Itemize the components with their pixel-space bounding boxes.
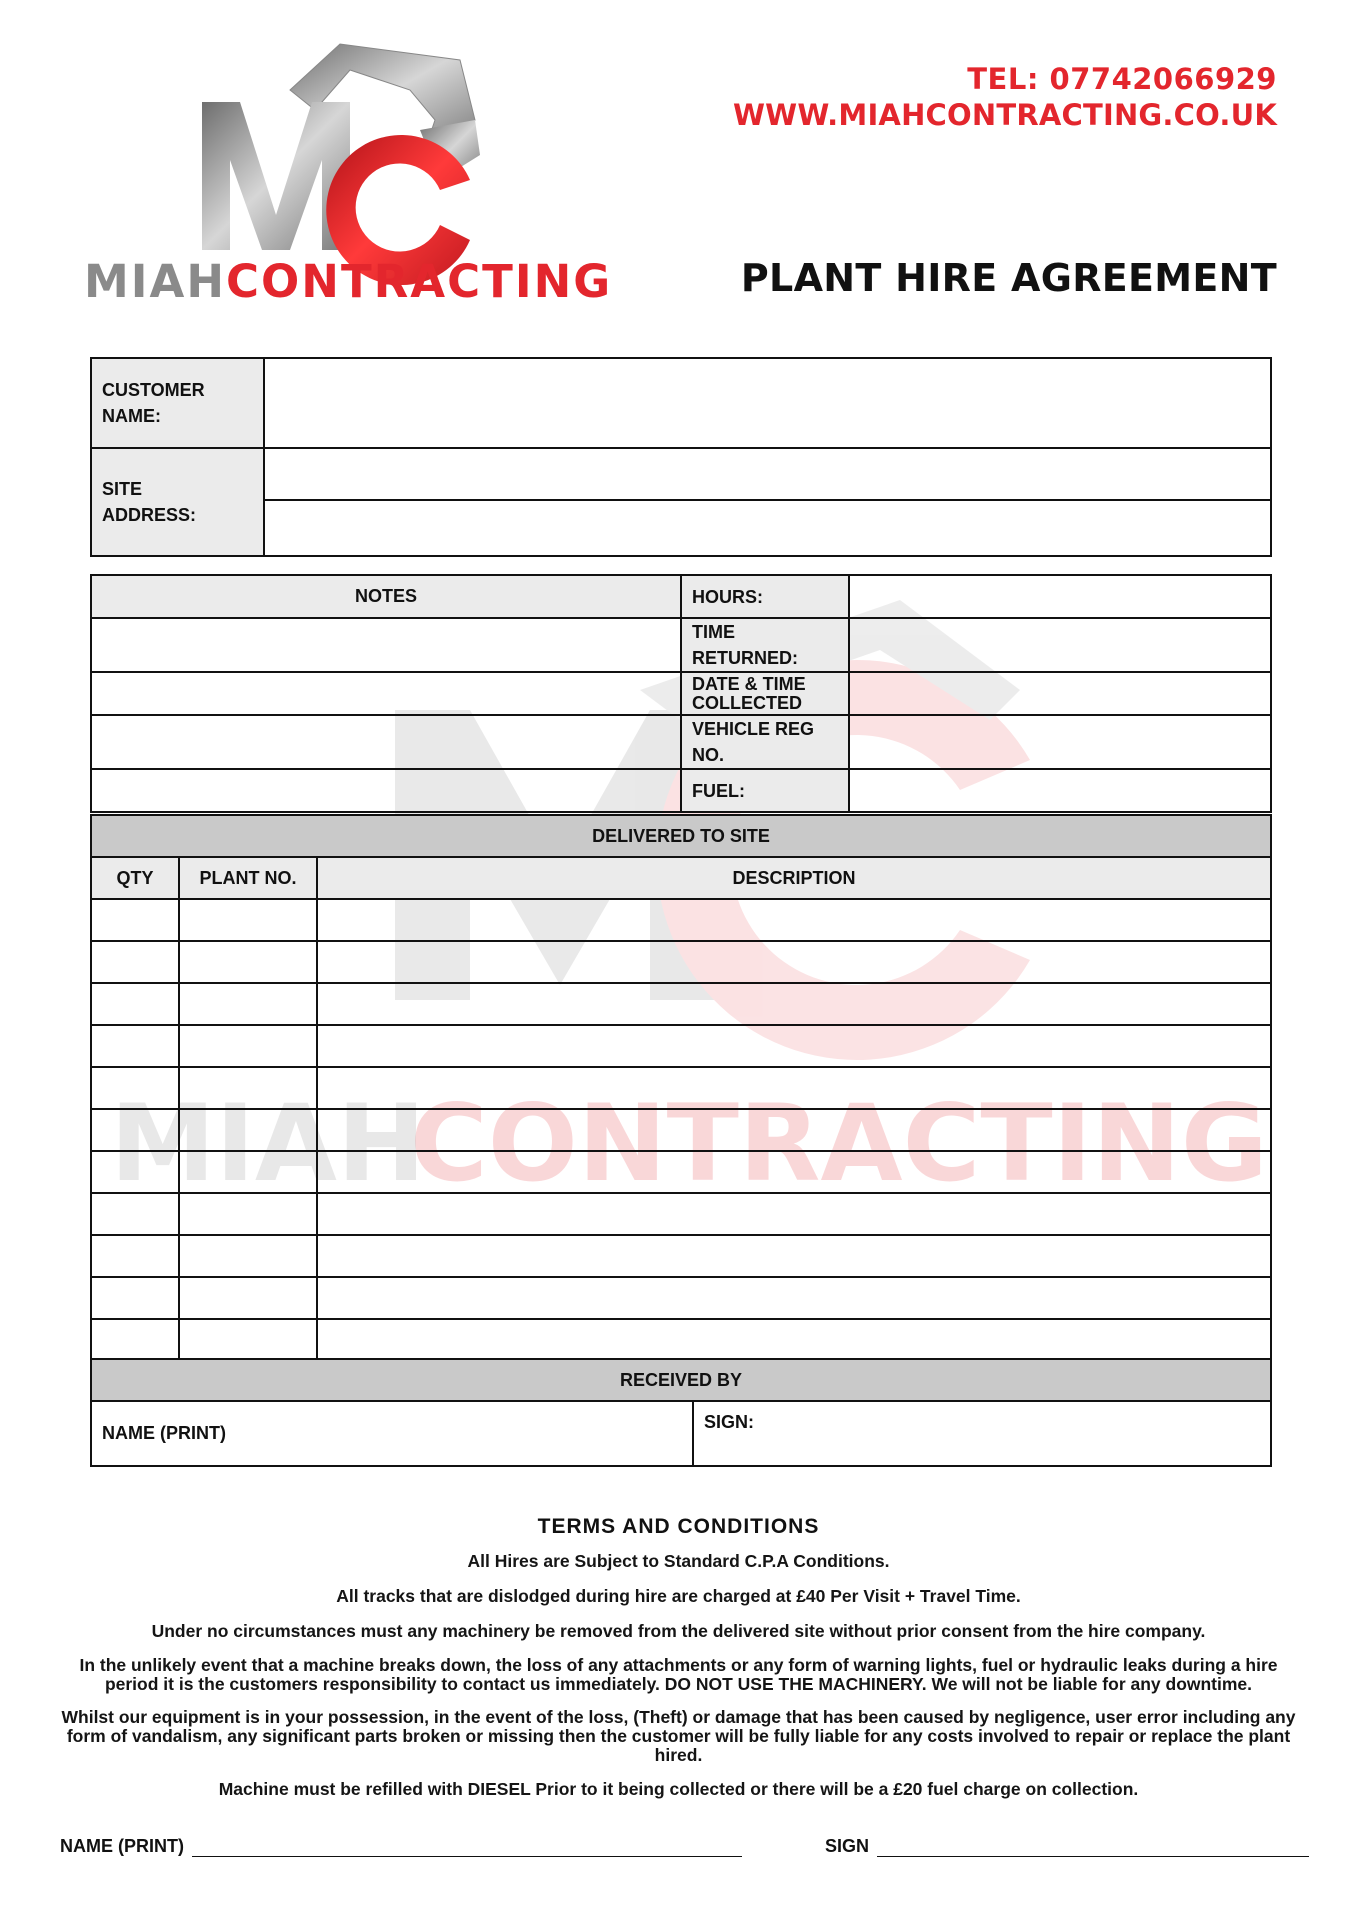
customer-details-table bbox=[90, 357, 1272, 557]
qty-cell[interactable] bbox=[91, 1277, 179, 1319]
plant-no-cell[interactable] bbox=[179, 1067, 317, 1109]
page-title: PLANT HIRE AGREEMENT bbox=[740, 256, 1277, 300]
date-time-collected-field[interactable] bbox=[849, 672, 1271, 715]
table-row bbox=[91, 941, 1271, 983]
received-name-field[interactable] bbox=[91, 1401, 693, 1466]
qty-cell[interactable] bbox=[91, 1319, 179, 1361]
contact-info bbox=[733, 62, 1277, 132]
description-cell[interactable] bbox=[317, 1277, 1271, 1319]
table-row bbox=[91, 1277, 1271, 1319]
received-name-label: NAME (PRINT) bbox=[102, 1423, 226, 1443]
plant-no-cell[interactable] bbox=[179, 899, 317, 941]
qty-cell[interactable] bbox=[91, 899, 179, 941]
plant-no-cell[interactable] bbox=[179, 983, 317, 1025]
plant-no-cell[interactable] bbox=[179, 941, 317, 983]
terms-paragraph: All tracks that are dislodged during hire are charged at £40 Per Visit + Travel Time. bbox=[336, 1586, 1021, 1606]
qty-column-header: QTY bbox=[91, 857, 179, 899]
logo-text-miah: MIAH bbox=[84, 255, 227, 308]
notes-line[interactable] bbox=[91, 618, 681, 672]
hours-label: HOURS: bbox=[681, 575, 849, 618]
notes-line[interactable] bbox=[91, 672, 681, 715]
terms-paragraph: All Hires are Subject to Standard C.P.A Conditions. bbox=[467, 1551, 890, 1571]
time-returned-field[interactable] bbox=[849, 618, 1271, 672]
name-underline bbox=[192, 1838, 742, 1857]
description-cell[interactable] bbox=[317, 1109, 1271, 1151]
notes-table bbox=[90, 574, 1272, 813]
terms-paragraph: Whilst our equipment is in your possession, in the event of the loss, (Theft) or damage that has been caused by negligence, user error including any form of vandalism, any significant parts broken or missing then the customer will be fully liable for any costs involved to repair or replace the plant hired. bbox=[61, 1707, 1296, 1765]
vehicle-reg-field[interactable] bbox=[849, 715, 1271, 769]
terms-paragraph: Under no circumstances must any machinery be removed from the delivered site without prior consent from the hire company. bbox=[151, 1621, 1206, 1641]
date-time-collected-label: DATE & TIME COLLECTED bbox=[681, 672, 849, 715]
sign-underline bbox=[877, 1838, 1309, 1857]
terms-paragraph: Machine must be refilled with DIESEL Prior to it being collected or there will be a £20 fuel charge on collection. bbox=[218, 1779, 1139, 1799]
plant-no-cell[interactable] bbox=[179, 1109, 317, 1151]
logo-text-contracting: CONTRACTING bbox=[226, 255, 613, 308]
table-row bbox=[91, 1109, 1271, 1151]
time-returned-label: TIME RETURNED: bbox=[681, 618, 849, 672]
qty-cell[interactable] bbox=[91, 1109, 179, 1151]
delivered-to-site-table bbox=[90, 814, 1272, 1362]
footer-name-label: NAME (PRINT) bbox=[60, 1836, 184, 1856]
telephone: TEL: 07742066929 bbox=[967, 62, 1277, 96]
plant-no-cell[interactable] bbox=[179, 1025, 317, 1067]
qty-cell[interactable] bbox=[91, 1025, 179, 1067]
description-cell[interactable] bbox=[317, 1235, 1271, 1277]
table-row bbox=[91, 1319, 1271, 1361]
description-cell[interactable] bbox=[317, 1193, 1271, 1235]
fuel-field[interactable] bbox=[849, 769, 1271, 812]
terms-and-conditions bbox=[58, 1515, 1299, 1814]
fuel-label: FUEL: bbox=[681, 769, 849, 812]
notes-line[interactable] bbox=[91, 769, 681, 812]
customer-name-label: CUSTOMER NAME: bbox=[91, 358, 264, 448]
company-logo bbox=[80, 40, 613, 310]
vehicle-reg-label: VEHICLE REG NO. bbox=[681, 715, 849, 769]
terms-title: TERMS AND CONDITIONS bbox=[537, 1515, 820, 1538]
site-address-field-1[interactable] bbox=[264, 448, 1271, 500]
qty-cell[interactable] bbox=[91, 941, 179, 983]
plant-no-column-header: PLANT NO. bbox=[179, 857, 317, 899]
footer-sign-label: SIGN bbox=[825, 1836, 870, 1856]
customer-name-field[interactable] bbox=[264, 358, 1271, 448]
description-cell[interactable] bbox=[317, 899, 1271, 941]
qty-cell[interactable] bbox=[91, 1067, 179, 1109]
terms-paragraph: In the unlikely event that a machine breaks down, the loss of any attachments or any form of warning lights, fuel or hydraulic leaks during a hire period it is the customers responsibility to contact us immediately. DO NOT USE THE MACHINERY. We will not be liable for any downtime. bbox=[79, 1655, 1278, 1694]
table-row bbox=[91, 1235, 1271, 1277]
plant-no-cell[interactable] bbox=[179, 1319, 317, 1361]
table-row bbox=[91, 1025, 1271, 1067]
footer-name-line[interactable] bbox=[60, 1836, 742, 1857]
qty-cell[interactable] bbox=[91, 1235, 179, 1277]
site-address-label: SITE ADDRESS: bbox=[91, 448, 264, 556]
website: WWW.MIAHCONTRACTING.CO.UK bbox=[732, 98, 1277, 132]
received-sign-label: SIGN: bbox=[704, 1412, 755, 1432]
received-sign-field[interactable] bbox=[693, 1401, 1271, 1466]
plant-no-cell[interactable] bbox=[179, 1193, 317, 1235]
notes-line[interactable] bbox=[91, 715, 681, 769]
table-row bbox=[91, 1151, 1271, 1193]
plant-no-cell[interactable] bbox=[179, 1277, 317, 1319]
description-cell[interactable] bbox=[317, 1067, 1271, 1109]
qty-cell[interactable] bbox=[91, 1151, 179, 1193]
description-column-header: DESCRIPTION bbox=[317, 857, 1271, 899]
site-address-field-2[interactable] bbox=[264, 500, 1271, 556]
footer-sign-line[interactable] bbox=[825, 1836, 1309, 1857]
plant-no-cell[interactable] bbox=[179, 1235, 317, 1277]
description-cell[interactable] bbox=[317, 1151, 1271, 1193]
table-row bbox=[91, 983, 1271, 1025]
svg-text:MIAH: MIAH bbox=[110, 1082, 426, 1205]
received-section-title: RECEIVED BY bbox=[91, 1359, 1271, 1401]
description-cell[interactable] bbox=[317, 1025, 1271, 1067]
table-row bbox=[91, 899, 1271, 941]
delivered-rows bbox=[91, 899, 1271, 1361]
qty-cell[interactable] bbox=[91, 983, 179, 1025]
description-cell[interactable] bbox=[317, 983, 1271, 1025]
plant-no-cell[interactable] bbox=[179, 1151, 317, 1193]
table-row bbox=[91, 1193, 1271, 1235]
qty-cell[interactable] bbox=[91, 1193, 179, 1235]
delivered-section-title: DELIVERED TO SITE bbox=[91, 815, 1271, 857]
svg-text:CONTRACTING: CONTRACTING bbox=[410, 1082, 1268, 1205]
table-row bbox=[91, 1067, 1271, 1109]
received-by-table bbox=[90, 1358, 1272, 1467]
notes-header: NOTES bbox=[91, 575, 681, 618]
description-cell[interactable] bbox=[317, 1319, 1271, 1361]
hours-field[interactable] bbox=[849, 575, 1271, 618]
description-cell[interactable] bbox=[317, 941, 1271, 983]
